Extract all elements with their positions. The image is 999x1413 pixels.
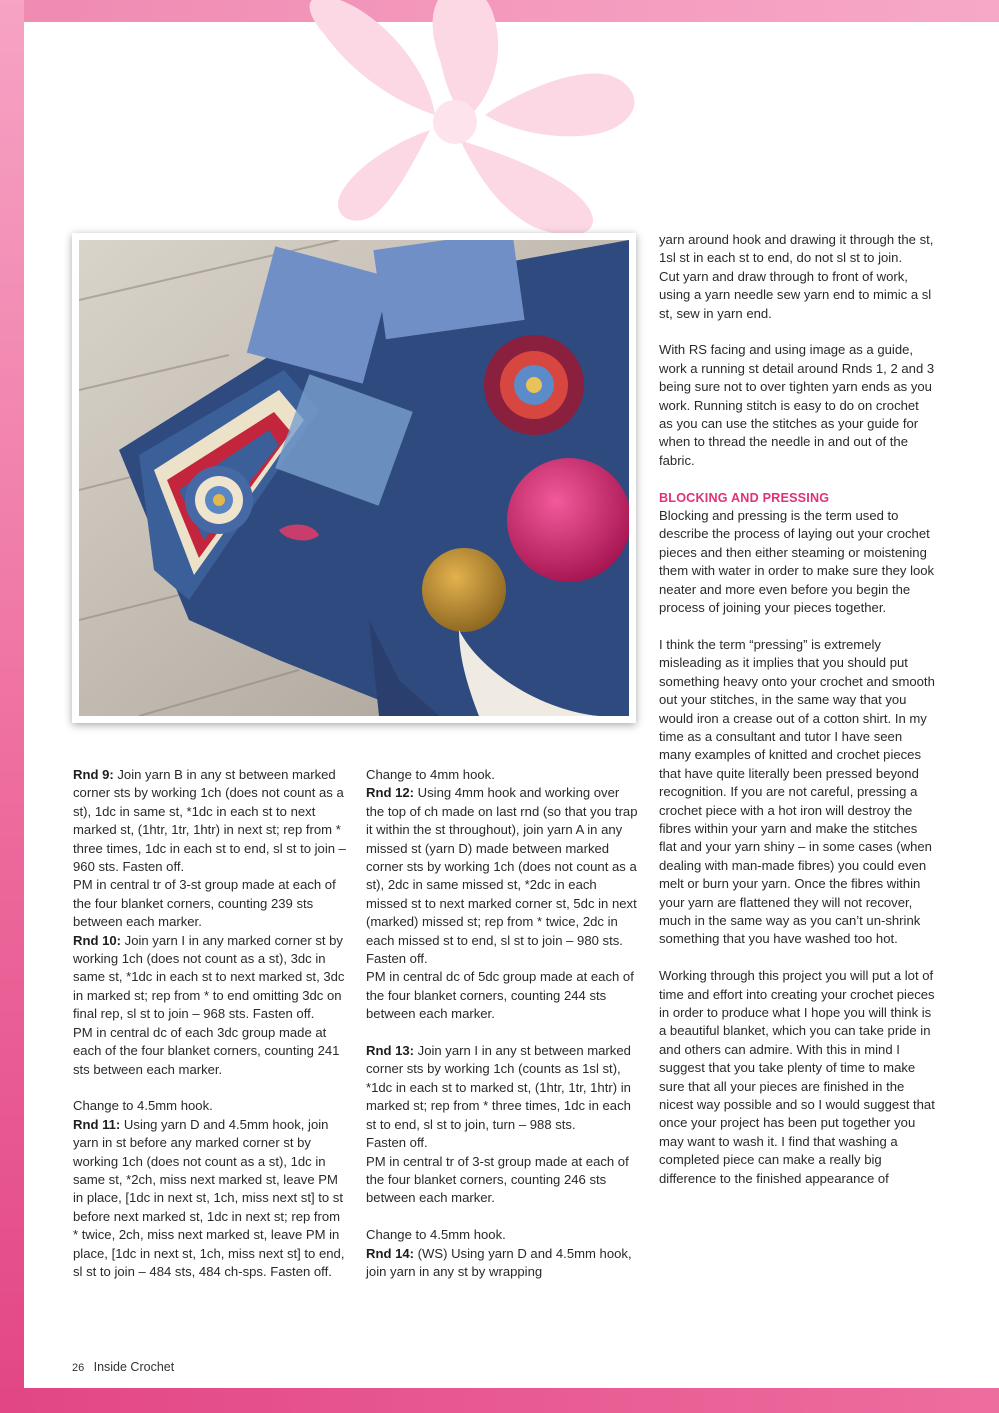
page-footer [72,1360,174,1374]
rnd-9-paragraph [73,766,348,876]
magazine-name: Inside Crochet [93,1360,175,1374]
rnd-11-text: Using yarn D and 4.5mm hook, join yarn in st before any marked corner st by working 1ch (does not count as a st), 1dc in same st, *2ch, miss next marked st, leave PM in place, [1dc in next st, 1ch, miss next st] to st before next marked st, 1dc in next st; rep from * twice, 2ch, miss next marked st, leave PM in place, [1dc in next st, 1ch, miss next st] to end, sl st to join – 484 sts, 484 ch-sps. Fasten off. [73,1116,345,1279]
rnd-12-label: Rnd 12: [366,785,415,801]
page-frame-bottom [0,1388,999,1413]
rnd-12-paragraph [366,784,641,950]
pm-9-paragraph: PM in central tr of 3-st group made at each of the four blanket corners, counting 239 sts between each marker. [73,877,336,930]
rnd-11-paragraph [73,1116,348,1282]
instructions-column-2 [366,766,641,1281]
hook-change-paragraph: Change to 4.5mm hook. [73,1098,213,1114]
rnd-9-text: Join yarn B in any st between marked corner sts by working 1ch (does not count as a st), 1dc in same st, *1dc in each st to next marked st, (1htr, 1tr, 1htr) in next st; rep from * three times, 1dc in each st to end, sl st to join – 960 sts. Fasten off. [73,767,346,875]
pm-13-paragraph: PM in central tr of 3-st group made at each of the four blanket corners, counting 246 sts between each marker. [366,1153,629,1206]
rnd-13-text: Join yarn I in any st between marked corner sts by working 1ch (counts as 1sl st), *1dc in each st to marked st, (1htr, 1tr, 1htr) in marked st; rep from * three times, 1dc in each st to end, sl st to join, turn – 988 sts. [366,1043,631,1132]
rnd-12-text: Using 4mm hook and working over the top of ch made on last rnd (so that you trap it within the st throughout), join yarn A in any missed st (yarn D) made between marked corner sts by working 1ch (does not count as a st), 2dc in same missed st, *2dc in each missed st to next marked corner st, 5dc in next (marked) missed st; rep from * twice, 2dc in each missed st to end, sl st to join – 980 sts. [366,785,638,948]
crochet-blanket-image [79,240,629,716]
rnd-14-text: (WS) Using yarn D and 4.5mm hook, join yarn in any st by wrapping [366,1245,632,1279]
article-column-3 [659,231,935,1188]
rnd-10-text: Join yarn I in any marked corner st by working 1ch (does not count as a st), 3dc in same st, *1dc in each st to next marked st, 3dc in marked st; rep from * to end omitting 3dc on final rep, sl st to join – 968 sts. Fasten off. [73,932,345,1022]
cut-yarn-paragraph: Cut yarn and draw through to front of work, using a yarn needle sew yarn end to mimic a sl st, sew in yarn end. [659,268,932,321]
hook-change-45mm: Change to 4.5mm hook. [366,1227,506,1243]
hook-change-4mm: Change to 4mm hook. [366,767,495,782]
rnd-13-paragraph [366,1042,641,1134]
pressing-paragraph: I think the term “pressing” is extremely misleading as it implies that you should put something heavy onto your crochet and smooth out your stitches, in the same way that you would iron a crease out of a cotton shirt. In my time as a consultant and tutor I have seen many examples of knitted and crochet pieces that have quite literally been pressed beyond recognition. If you are not careful, pressing a crochet piece with a hot iron will destroy the fibres within your yarn and make the stitches flat and your yarn shiny – in some cases (when dealing with man-made fibres) you could even melt or burn your yarn. Once the fibres within your yarn are flattened they will not recover, much in the same way as you can’t un-shrink something that you have washed too hot. [659,636,935,947]
flower-petal-icon [290,0,660,235]
blanket-photo [72,233,636,723]
rnd-9-label: Rnd 9: [73,767,114,782]
pm-12-paragraph: PM in central dc of 5dc group made at each of the four blanket corners, counting 244 sts between each marker. [366,969,634,1022]
rnd-14-continued: yarn around hook and drawing it through the st, 1sl st in each st to end, do not sl st to join. [659,232,934,266]
running-stitch-paragraph: With RS facing and using image as a guide, work a running st detail around Rnds 1, 2 and 3 being sure not to over tighten yarn ends as you work. Running stitch is easy to do on crochet as you can use the stitches as your guide for when to thread the needle in and out of the fabric. [659,342,935,468]
rnd-13-label: Rnd 13: [366,1043,415,1059]
rnd-10-paragraph [73,932,348,1024]
page-frame-left [0,0,24,1413]
rnd-14-paragraph [366,1245,641,1282]
rnd-10-label: Rnd 10: [73,932,122,948]
working-paragraph: Working through this project you will put a lot of time and effort into creating your crochet pieces in order to produce what I hope you will think is a beautiful blanket, which you can take pride in and others can admire. With this in mind I suggest that you take plenty of time to make sure that all your pieces are finished in the nicest way possible and so I would suggest that once your project has been put together you may want to wash it. I find that washing a completed piece can make a really big difference to the finished appearance of [659,968,935,1186]
blocking-paragraph: Blocking and pressing is the term used to describe the process of laying out your crochet pieces and then either steaming or moistening them with water in order to make sure they look neater and more even before you begin the process of joining your pieces together. [659,508,935,616]
page-number: 26 [72,1362,85,1374]
fasten-off-13: Fasten off. [366,1135,428,1151]
instructions-column-1 [73,766,348,1281]
section-heading: BLOCKING AND PRESSING [659,490,830,505]
fasten-off-12: Fasten off. [366,951,428,967]
pm-10-paragraph: PM in central dc of each 3dc group made at each of the four blanket corners, counting 241 sts between each marker. [73,1024,340,1077]
rnd-14-label: Rnd 14: [366,1245,415,1261]
rnd-11-label: Rnd 11: [73,1116,121,1132]
